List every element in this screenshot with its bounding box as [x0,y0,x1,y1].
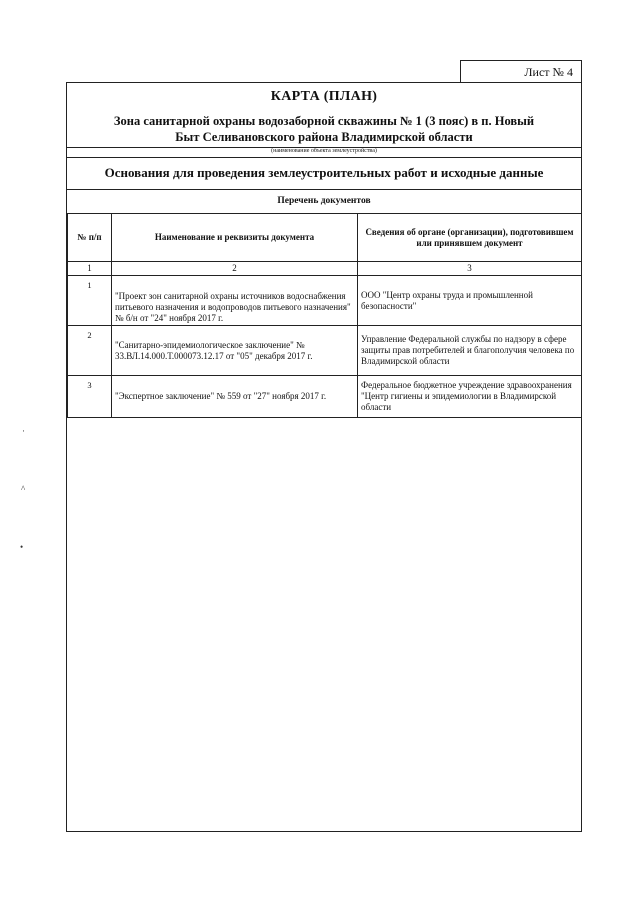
col-number: 1 [68,262,112,276]
divider-caption [67,157,581,158]
document-name: "Экспертное заключение" № 559 от "27" ноября 2017 г. [112,376,358,418]
document-organization: ООО "Центр охраны труда и промышленной безопасности" [358,276,582,326]
header-org: Сведения об органе (организации), подготовившем или принявшем документ [358,214,582,262]
map-title: КАРТА (ПЛАН) [270,89,378,104]
table-row [68,376,582,418]
document-organization: Федеральное бюджетное учреждение здравоохранения "Центр гигиены и эпидемиологии в Владимирской области [358,376,582,418]
header-num: № п/п [68,214,112,262]
sheet-number: Лист № 4 [460,60,582,82]
row-number: 3 [68,376,112,418]
document-name: "Проект зон санитарной охраны источников водоснабжения питьевого назначения и водопроводов питьевого назначения" № б/н от "24" ноября 2017 г. [112,276,358,326]
document-name: "Санитарно-эпидемиологическое заключение" № 33.ВЛ.14.000.Т.000073.12.17 от "05" декабря 2017 г. [112,326,358,376]
object-name-line-1: Зона санитарной охраны водозаборной скважины № 1 (3 пояс) в п. Новый [113,114,535,128]
basis-heading: Основания для проведения землеустроительных работ и исходные данные [104,165,544,180]
divider-basis [67,189,581,190]
row-number: 1 [68,276,112,326]
object-name-line-2: Быт Селивановского района Владимирской области [175,130,473,144]
header-name: Наименование и реквизиты документа [112,214,358,262]
object-name [75,113,573,145]
document-organization: Управление Федеральной службы по надзору в сфере защиты прав потребителей и благополучия человека по Владимирской области [358,326,582,376]
documents-heading: Перечень документов [277,196,371,206]
table-row [68,326,582,376]
scan-speck: • [20,542,24,552]
scan-speck: · [22,426,25,436]
table-header-row [68,214,582,262]
table-row [68,276,582,326]
object-caption: (наименование объекта землеустройства) [271,148,377,154]
scan-speck: ^ [21,484,26,494]
map-plan-frame [66,82,582,832]
row-number: 2 [68,326,112,376]
column-number-row [68,262,582,276]
col-number: 3 [358,262,582,276]
col-number: 2 [112,262,358,276]
documents-table [67,213,582,418]
